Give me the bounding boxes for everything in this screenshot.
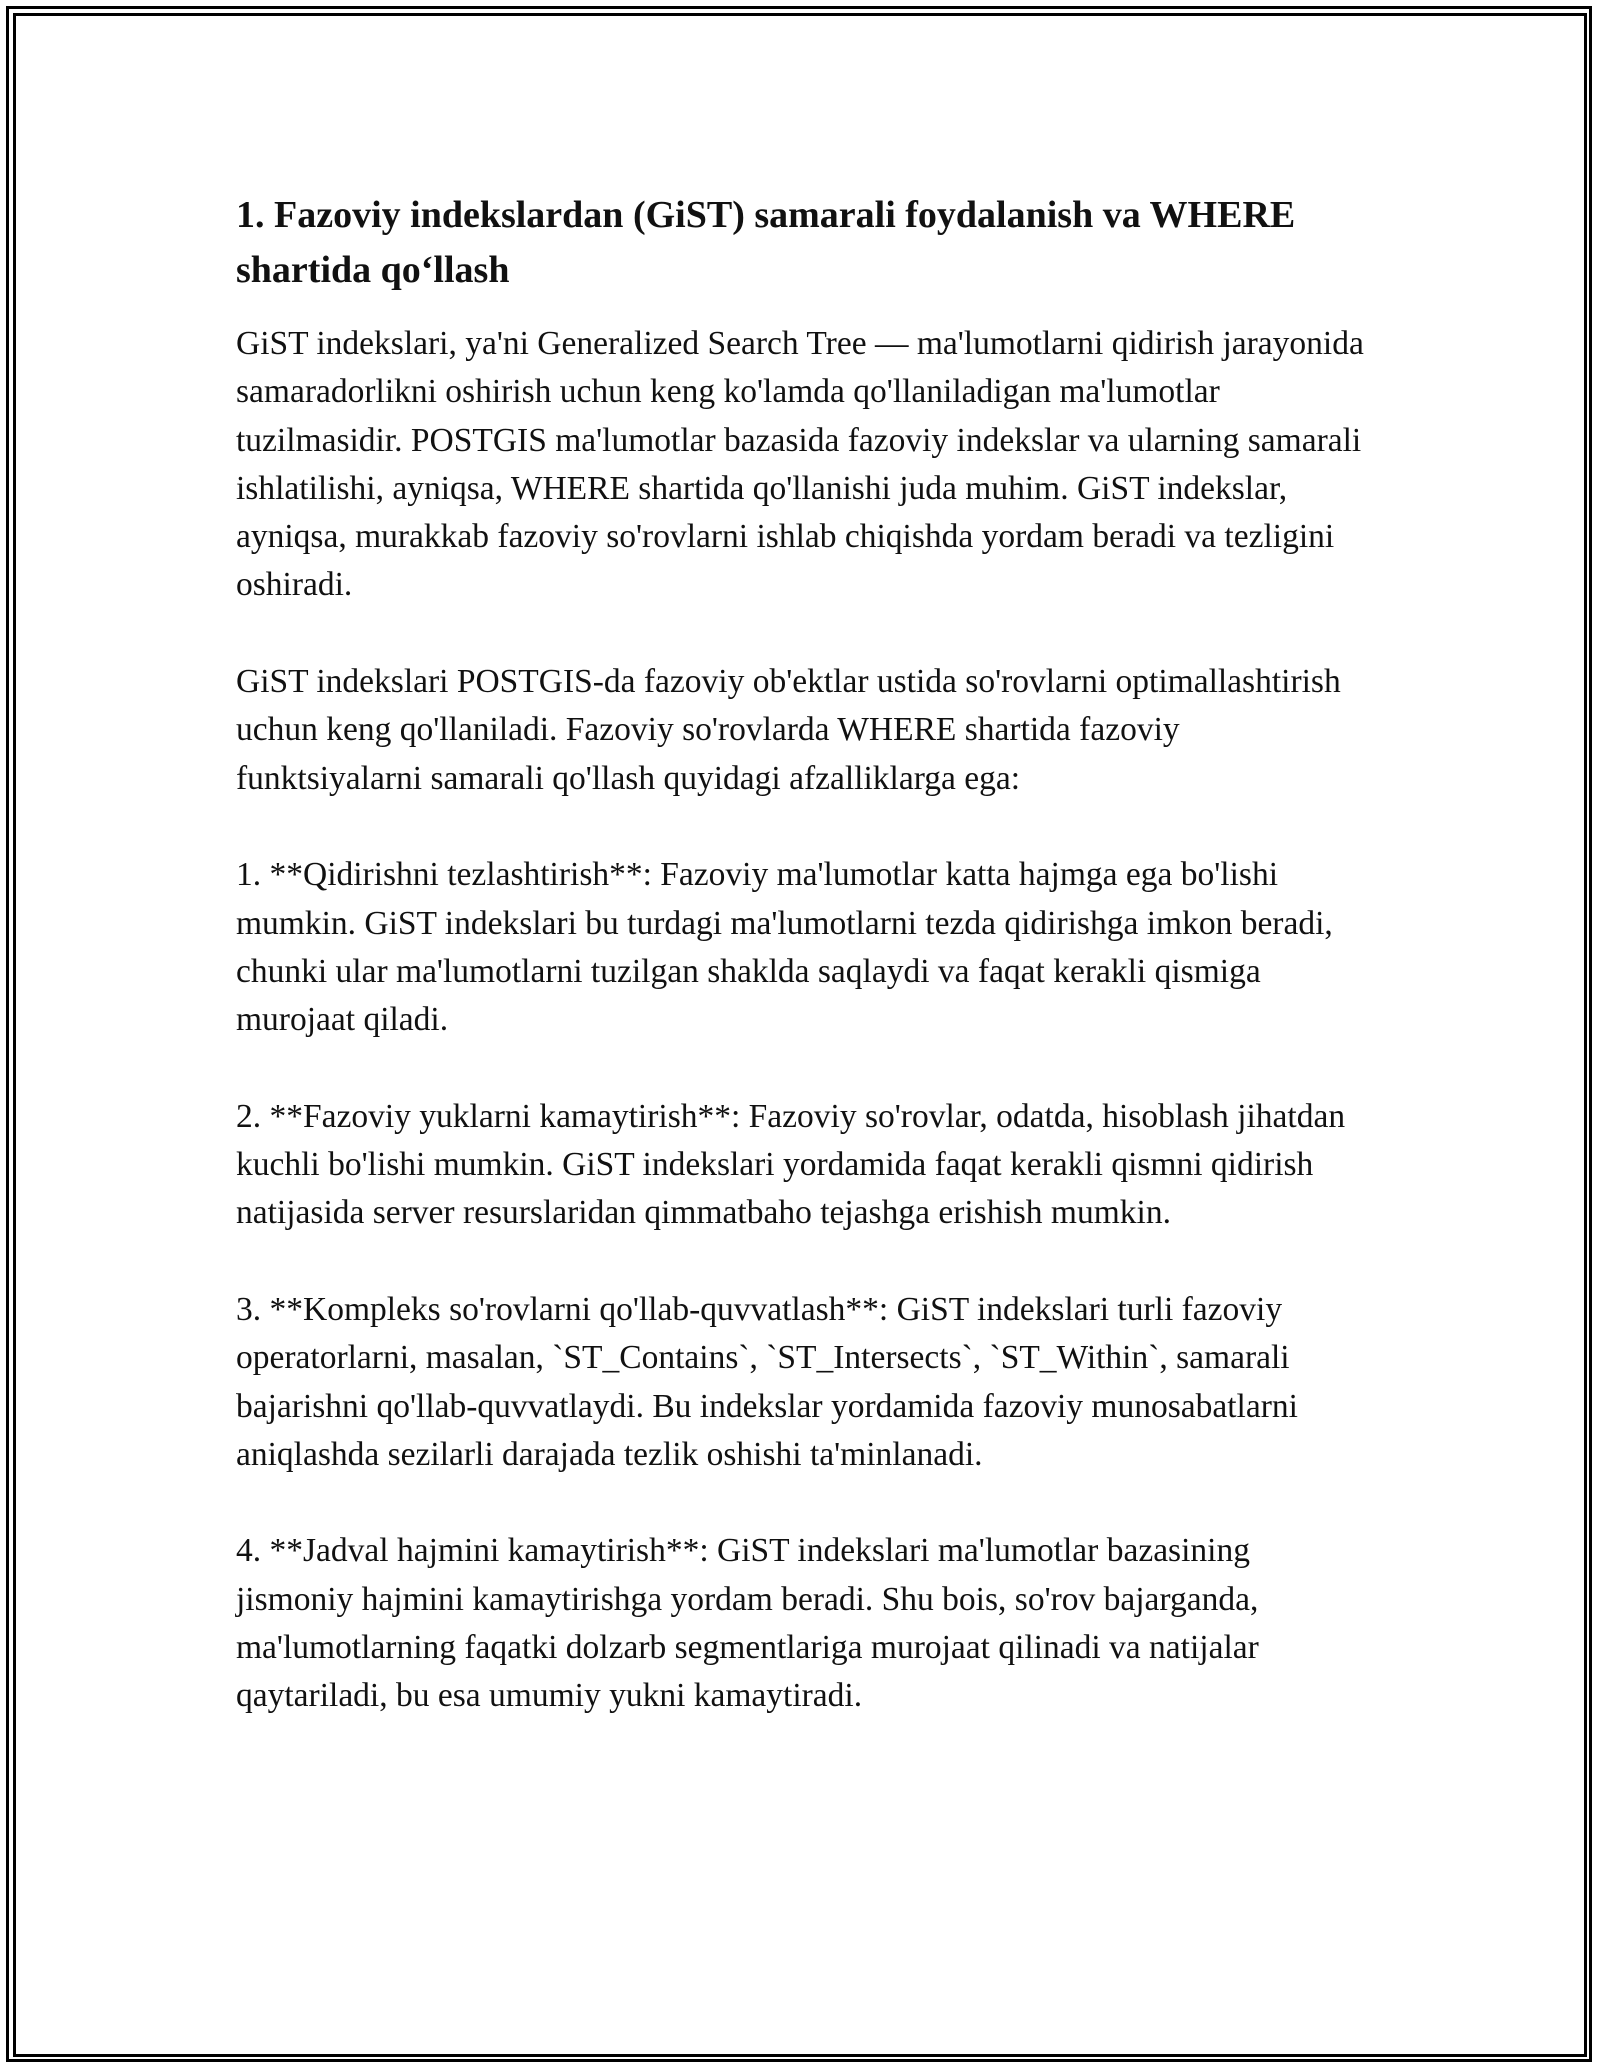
paragraph-advantages-intro: GiST indekslari POSTGIS-da fazoviy ob'ektlar ustida so'rovlarni optimallashtirish uchun keng qo'llaniladi. Fazoviy so'rovlarda WHERE shartida fazoviy funktsiyalarni samarali qo'llash quyidagi afzalliklarga ega: bbox=[236, 663, 1341, 797]
section-title: 1. Fazoviy indekslardan (GiST) samarali foydalanish va WHERE shartida qo‘llash bbox=[236, 194, 1296, 291]
document-body bbox=[236, 188, 1366, 1769]
list-item-3: 3. **Kompleks so'rovlarni qo'llab-quvvatlash**: GiST indekslari turli fazoviy operatorlarni, masalan, `ST_Contains`, `ST_Intersects`, `ST_Within`, samarali bajarishni qo'llab-quvvatlaydi. Bu indekslar yordamida fazoviy munosabatlarni aniqlashda sezilarli darajada tezlik oshishi ta'minlanadi. bbox=[236, 1290, 1298, 1473]
list-item-1: 1. **Qidirishni tezlashtirish**: Fazoviy ma'lumotlar katta hajmga ega bo'lishi mumkin. GiST indekslari bu turdagi ma'lumotlarni tezda qidirishga imkon beradi, chunki ular ma'lumotlarni tuzilgan shaklda saqlaydi va faqat kerakli qismiga murojaat qiladi. bbox=[236, 856, 1333, 1039]
paragraph-intro: GiST indekslari, ya'ni Generalized Search Tree — ma'lumotlarni qidirish jarayonida samaradorlikni oshirish uchun keng ko'lamda qo'llaniladigan ma'lumotlar tuzilmasidir. POSTGIS ma'lumotlar bazasida fazoviy indekslar va ularning samarali ishlatilishi, ayniqsa, WHERE shartida qo'llanishi juda muhim. GiST indekslar, ayniqsa, murakkab fazoviy so'rovlarni ishlab chiqishda yordam beradi va tezligini oshiradi. bbox=[236, 325, 1364, 604]
list-item-2: 2. **Fazoviy yuklarni kamaytirish**: Fazoviy so'rovlar, odatda, hisoblash jihatdan kuchli bo'lishi mumkin. GiST indekslari yordamida faqat kerakli qismni qidirish natijasida server resurslaridan qimmatbaho tejashga erishish mumkin. bbox=[236, 1097, 1346, 1232]
list-item-4: 4. **Jadval hajmini kamaytirish**: GiST indekslari ma'lumotlar bazasining jismoniy hajmini kamaytirishga yordam beradi. Shu bois, so'rov bajarganda, ma'lumotlarning faqatki dolzarb segmentlariga murojaat qilinadi va natijalar qaytariladi, bu esa umumiy yukni kamaytiradi. bbox=[236, 1532, 1259, 1715]
